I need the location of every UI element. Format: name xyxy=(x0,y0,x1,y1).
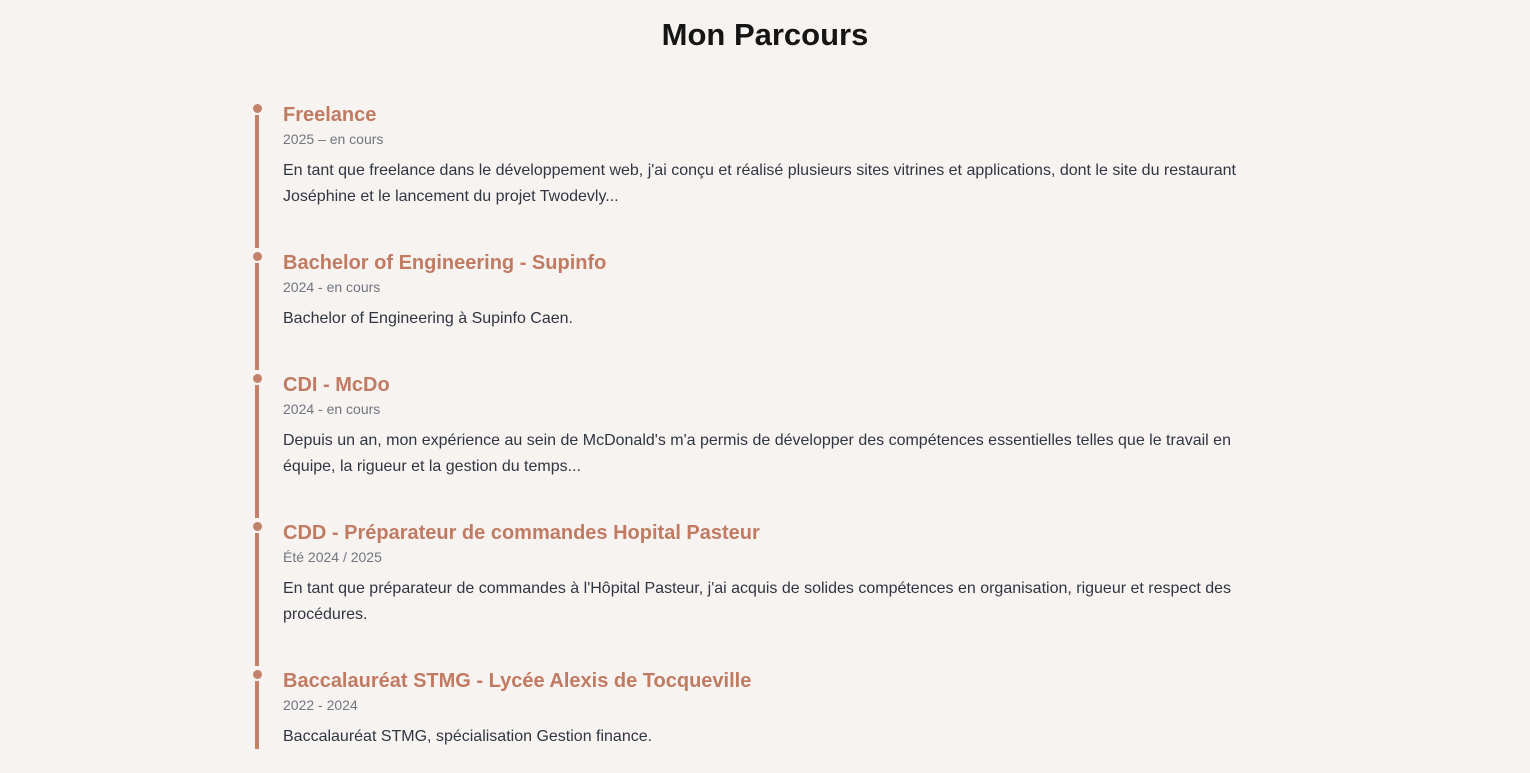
timeline-item-title: Baccalauréat STMG - Lycée Alexis de Tocqueville xyxy=(283,670,752,692)
timeline-item-date: 2022 - 2024 xyxy=(283,697,358,713)
timeline-dot-icon xyxy=(253,104,262,113)
timeline-line xyxy=(255,681,259,749)
timeline-item-title: Bachelor of Engineering - Supinfo xyxy=(283,252,607,274)
timeline-item-title: CDD - Préparateur de commandes Hopital Pasteur xyxy=(283,522,760,544)
timeline-item-description: Depuis un an, mon expérience au sein de McDonald's m'a permis de développer des compétences essentielles telles que le travail en équipe, la rigueur et la gestion du temps... xyxy=(283,432,1231,475)
timeline-item-date: 2024 - en cours xyxy=(283,279,381,295)
timeline-item-title: CDI - McDo xyxy=(283,374,390,396)
timeline-line xyxy=(255,263,259,370)
timeline-dot-icon xyxy=(253,252,262,261)
timeline-item-description: En tant que préparateur de commandes à l'Hôpital Pasteur, j'ai acquis de solides compétences en organisation, rigueur et respect des procédures. xyxy=(283,580,1231,623)
timeline-item-description: En tant que freelance dans le développement web, j'ai conçu et réalisé plusieurs sites vitrines et applications, dont le site du restaurant Joséphine et le lancement du projet Twodevly... xyxy=(283,162,1236,205)
timeline-item-title: Freelance xyxy=(283,104,377,126)
timeline-item-description: Baccalauréat STMG, spécialisation Gestion finance. xyxy=(283,728,653,745)
timeline-line xyxy=(255,385,259,518)
timeline-dot-icon xyxy=(253,374,262,383)
timeline-line xyxy=(255,533,259,666)
timeline-item-date: 2024 - en cours xyxy=(283,401,381,417)
page-title: Mon Parcours xyxy=(661,17,869,52)
timeline-item-date: Été 2024 / 2025 xyxy=(283,549,382,565)
timeline-item-date: 2025 – en cours xyxy=(283,131,384,147)
timeline-dot-icon xyxy=(253,670,262,679)
timeline-line xyxy=(255,115,259,248)
timeline-item-description: Bachelor of Engineering à Supinfo Caen. xyxy=(283,310,573,327)
timeline-dot-icon xyxy=(253,522,262,531)
